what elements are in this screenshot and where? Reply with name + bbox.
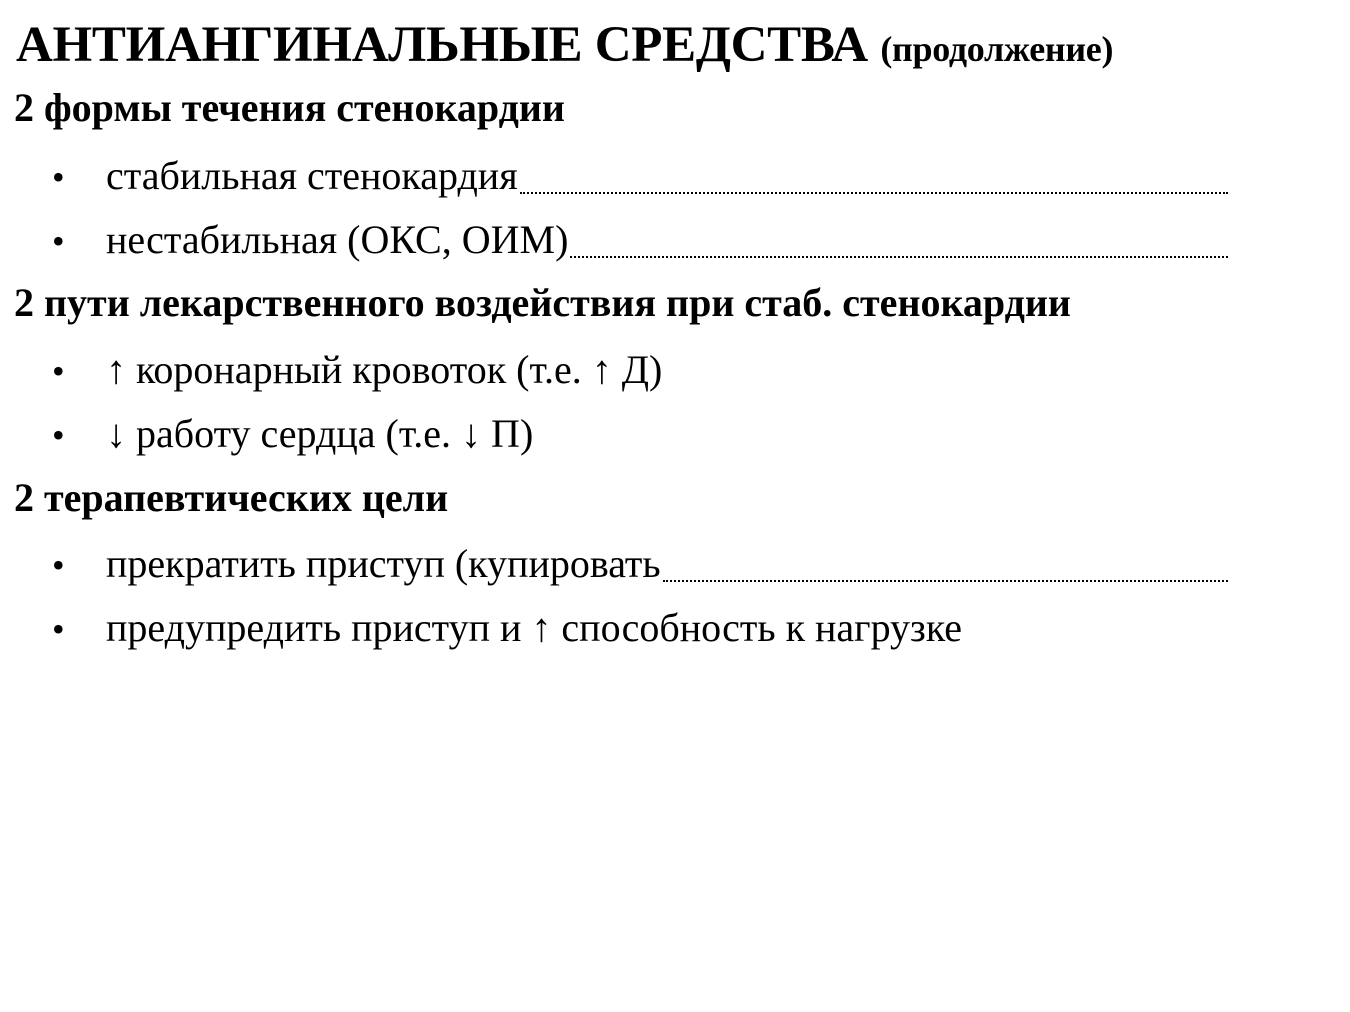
- bullet-icon: •: [52, 221, 65, 261]
- list-item-stable-angina: [52, 150, 1228, 202]
- bullet-icon: •: [52, 545, 65, 585]
- list-item-text: стабильная стенокардия: [106, 153, 518, 198]
- fill-in-blank-line: [570, 256, 1228, 258]
- list-item-text: нестабильная (ОКС, ОИМ): [106, 217, 569, 262]
- fill-in-blank-line: [520, 192, 1228, 194]
- title-main: АНТИАНГИНАЛЬНЫЕ СРЕДСТВА: [16, 17, 868, 73]
- list-item-coronary-flow: [52, 344, 1228, 396]
- list-item-prevent-attack: [52, 602, 1228, 654]
- list-item-text: предупредить приступ и ↑ способность к нагрузке: [106, 605, 963, 650]
- bullet-icon: •: [52, 157, 65, 197]
- fill-in-blank-line: [663, 580, 1228, 582]
- list-item-text: ↓ работу сердца (т.е. ↓ П): [106, 411, 534, 456]
- list-item-stop-attack: [52, 538, 1228, 590]
- bullet-icon: •: [52, 415, 65, 455]
- section-heading-goals: 2 терапевтических цели: [14, 475, 449, 520]
- list-item-text: ↑ коронарный кровоток (т.е. ↑ Д): [106, 347, 663, 392]
- title-sub: (продолжение): [880, 29, 1114, 69]
- list-item-text: прекратить приступ (купировать: [106, 541, 661, 586]
- page-title: [16, 12, 1113, 82]
- bullet-icon: •: [52, 609, 65, 649]
- list-item-unstable-angina: [52, 214, 1228, 266]
- section-heading-forms: 2 формы течения стенокардии: [14, 85, 565, 130]
- section-heading-drug-action: 2 пути лекарственного воздействия при стаб. стенокардии: [14, 280, 1071, 325]
- bullet-icon: •: [52, 351, 65, 391]
- list-item-heart-work: [52, 408, 1228, 460]
